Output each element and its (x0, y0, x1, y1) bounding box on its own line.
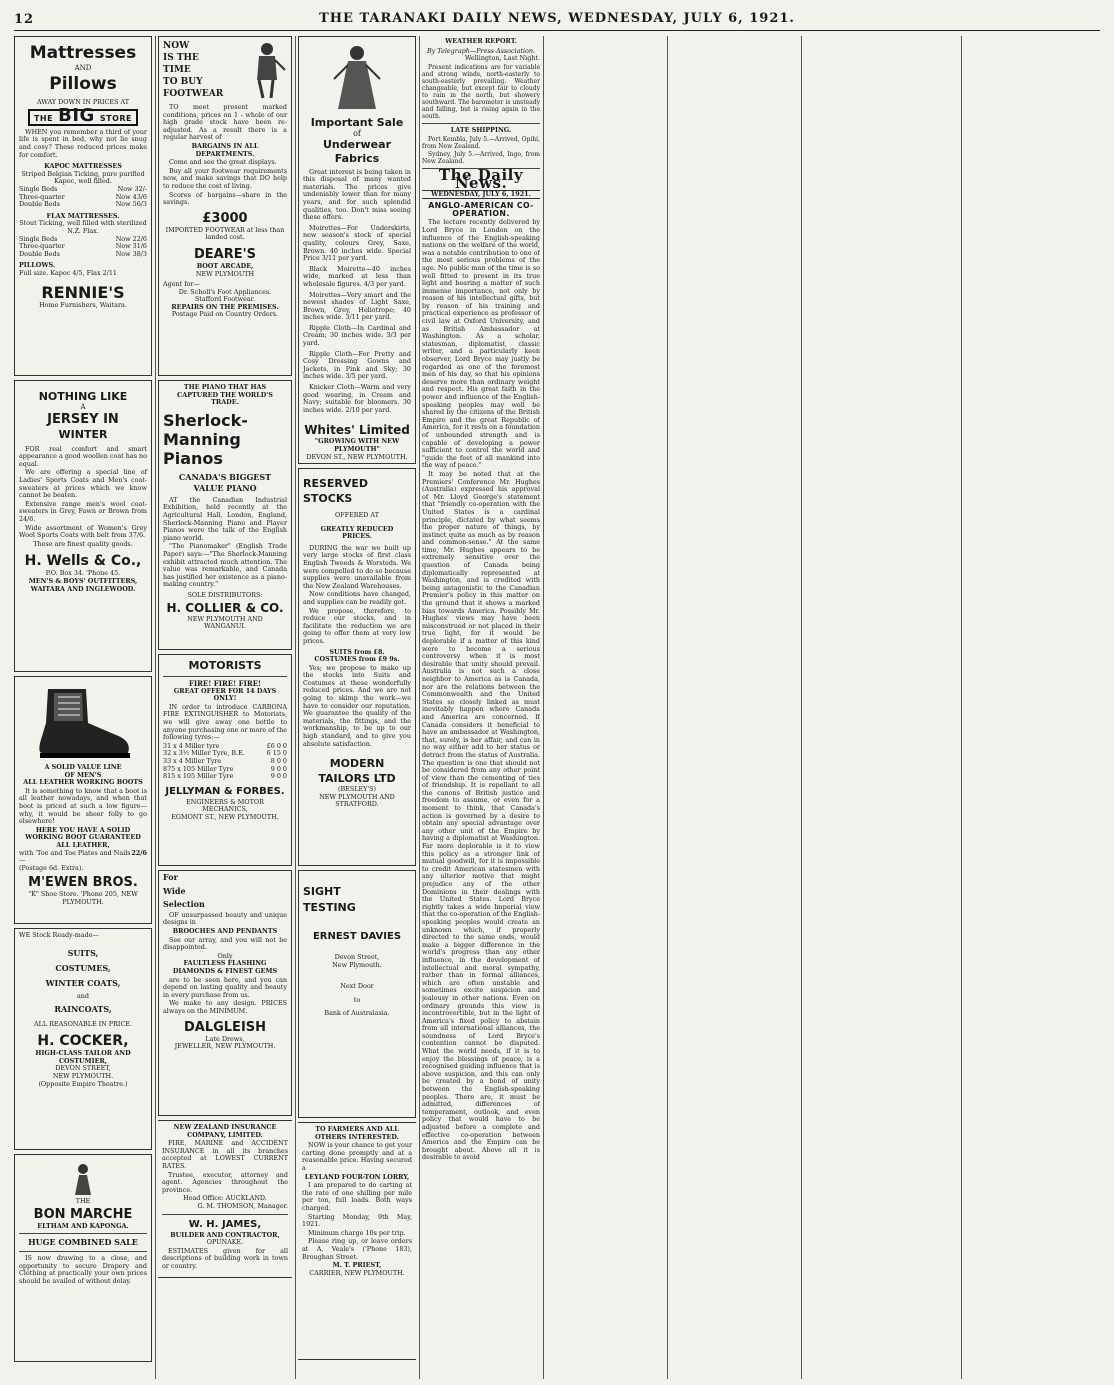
nameplate: The Daily News. (438, 166, 524, 192)
price-value: 9 0 0 (270, 772, 287, 781)
ad-body: Striped Belgian Ticking, pure purified Kapoc, well filled. (21, 169, 145, 186)
ad-heading: PILLOWS. (19, 261, 56, 270)
ad-title: Mattresses (29, 43, 137, 63)
price-row (19, 201, 147, 209)
firm-address: (Opposite Empire Theatre.) (38, 1079, 128, 1088)
masthead: THE TARANAKI DAILY NEWS, WEDNESDAY, JULY 6, 1921. (319, 11, 795, 26)
ad-heading: FLAX MATTRESSES. (46, 211, 120, 220)
price-item: Single Beds (19, 234, 58, 243)
price-item: Three-quarter (19, 192, 65, 201)
price-item: Double Beds (19, 200, 60, 209)
ad-item: SUITS, (67, 947, 99, 958)
signature: M. T. PRIEST, (332, 1261, 382, 1270)
ad-heading: A SOLID VALUE LINE (44, 763, 122, 771)
ad-body: "The Pianomaker" (English Trade Paper) says:—"The Sherlock-Manning exhibit attracted much attention. The value was remarkable, and Canada has justified her existence as a piano-making country." (163, 542, 287, 589)
firm-address: ELTHAM AND KAPONGA. (37, 1221, 129, 1230)
firm-address: DEVON STREET, (55, 1064, 111, 1073)
column-2 (158, 36, 292, 1379)
firm-name: MODERN (329, 757, 385, 771)
fabric-item: Ripple Cloth—In Cardinal and Cream; 30 inches wide. 3/3 per yard. (303, 323, 411, 348)
ad-body: Buy all your footwear requirements now, and make savings that DO help to reduce the cost of living. (163, 166, 287, 190)
firm-address: WAITARA AND INGLEWOOD. (30, 584, 136, 593)
ad-title: Wide (163, 885, 186, 896)
column-rule (801, 36, 802, 1379)
ad-body: are to be seen here, and you can depend on lasting quality and beauty in every purchase from us. (163, 975, 287, 999)
ad-body: Scores of bargains—share in the savings. (163, 190, 287, 207)
ad-body: ALL REASONABLE IN PRICE. (33, 1019, 133, 1028)
ad-body: Agent for— (163, 280, 200, 289)
ad-title: Pianos (163, 448, 223, 468)
article-paragraph: It may be noted that at the Premiers' Conference Mr. Hughes (Australia) expressed his approval of Mr. Lloyd George's statement that "friendly co-operation with the United States is a cardinal principle, dictated by what seems the proper nature of things, by instinct quite as much as by reason and common-sense." At the same time, Mr. Hughes appears to be extremely sensitive over the question of Canada being diplomatically represented at Washington, and is credited with being antagonistic to the Canadian Premier's policy in this matter on the ground that it shows a marked bias towards America. Possibly Mr. Hughes' views may have been misconstrued or not placed in their true light, for it would be deplorable if a matter of this kind were to become a serious controversy when it is most desirable that unity should prevail. Australia is not such a close neighbor to America as is Canada, nor are the relations between the Commonwealth and the United States so closely linked as must inevitably happen where Canada and America are concerned. If Canada considers it beneficial to have an ambassador at Washington, that, surely, is her affair, and can in no way either add to her status or detract from the status of Australia. The question is one that should not be considered from any other point of view than the cementing of ties of friendship. It is repellant to all the canons of British justice and freedom to assume, or even for a moment to think, that Canada's action is governed by a desire to obtain any special advantage over any other unit of the Empire by having a diplomatist at Washington. Far more deplorable is it to view this policy as a stronger link of mutual goodwill, for it is impossible to credit American statesmen with any ulterior motive that might prejudice any of the other Dominions in their dealings with the United States. Lord Bryce rightly takes a wide Imperial view that the co-operation of the English-speaking peoples would create an unknown which, if properly directed to the same ends, would make a bigger difference in the world's progress than any other influence, in the development of intellectual and moral sympathy, rather than in formal alliances, which are often unstable and sometimes excite suspicion and jealousy in other nations. Even on ordinary grounds this view is incontrovertible, but in the light of America's fixed policy to abstain from all international alliances, the soundness of Lord Bryce's contention cannot be disputed. What the world needs, if it is to enjoy the blessings of peace, is a recognised guiding influence that is above suspicion, and this can only be created by a bond of unity between the English-speaking peoples. There are, it must be admitted, differences of temperament, outlook, and even policy that would have to be adjusted before a complete and effective co-operation between America and the Empire can be brought about. Above all it is desirable to avoid (422, 469, 540, 1162)
bon-marche-advert (14, 1154, 152, 1362)
fabric-item: Knicker Cloth—Warm and very good wearing, in Cream and Navy; suitable for bloomers. 30 inches wide. 2/10 per yard. (303, 383, 411, 414)
firm-address: MEN'S & BOYS' OUTFITTERS, (28, 576, 138, 585)
column-rule (419, 36, 420, 1379)
column-rule (543, 36, 544, 1379)
dateline: WEDNESDAY, JULY 6, 1921. (422, 190, 540, 200)
ad-body: Great interest is being taken in this disposal of many wanted materials. The prices give undeniably lower than for many years, and for such splendid qualities, too. Don't miss seeing these offers. (303, 167, 411, 222)
firm-address: NEW PLYMOUTH AND (187, 614, 263, 623)
firm-address: WANGANUI. (204, 622, 246, 631)
ad-body: (Postage 6d. Extra). (19, 863, 84, 872)
firm-role: (BESLEY'S) (338, 785, 376, 794)
firm-name: DEARE'S (194, 246, 256, 262)
column-rule (961, 36, 962, 1379)
ad-body: G. M. THOMSON, Manager. (197, 1201, 288, 1210)
ad-item: and (76, 991, 90, 1000)
firm-address: Home Furnishers, Waitara. (39, 301, 127, 310)
byline: By Telegraph—Press Association. (426, 46, 536, 55)
ad-title: A (80, 403, 86, 411)
ad-text: AWAY DOWN IN PRICES AT (36, 97, 130, 106)
ad-body: IN order to introduce CARBONA FIRE EXTINGUISHER to Motorists, we will give away one bottle to anyone purchasing one or more of the following tyres:— (163, 702, 287, 742)
firm-role: HIGH-CLASS TAILOR AND COSTUMIER, (35, 1049, 131, 1065)
firm-name: BOOT ARCADE, (196, 261, 254, 270)
price-value: £6 0 0 (266, 741, 287, 750)
price-value: Now 43/6 (115, 192, 147, 201)
ad-body: Stout Ticking, well filled with sterilized N.Z. Flax. (19, 219, 147, 235)
ad-body: Bank of Australasia. (324, 1009, 390, 1018)
ad-title: Sherlock- (163, 410, 248, 430)
fabric-item: Moirettes—Very smart and the newest shades of Light Saxe, Brown, Grey, Heliotrope; 40 inches wide. 3/11 per yard. (303, 290, 411, 322)
price-value: Now 56/3 (115, 200, 147, 209)
boot-icon (19, 683, 147, 761)
fabric-item: Moirettes—For Underskirts, new season's stock of special quality, colours Grey, Saxe, Brown. 40 inches wide. Special Price 3/11 per yard. (303, 223, 411, 263)
ad-body: IS now drawing to a close, and opportunity to secure Drapery and Clothing at practically your own prices should be availed of without delay. (19, 1254, 147, 1285)
ad-body: Full size. Kapoc 4/5, Flax 2/11 (19, 268, 117, 277)
ad-heading: GREAT OFFER FOR 14 DAYS ONLY! (173, 686, 277, 703)
ad-heading: TO FARMERS AND ALL OTHERS INTERESTED. (315, 1125, 399, 1141)
ad-body: It is something to know that a boot is all leather nowadays, and when that boot is priced at such a low figure—why, it would be sheer folly to go elsewhere! (19, 786, 147, 826)
firm-address: EGMONT ST., NEW PLYMOUTH. (171, 812, 279, 821)
firm-name: BON MARCHE (33, 1206, 133, 1222)
ad-body: Come and see the great displays. (169, 158, 277, 167)
ad-title: RESERVED (303, 477, 369, 490)
firm-role: Late Drews, (205, 1034, 245, 1043)
ad-heading: GREATLY REDUCED (320, 524, 394, 533)
ad-heading: THE PIANO THAT HAS CAPTURED THE WORLD'S TRADE. (177, 383, 273, 407)
ad-title: STOCKS (303, 492, 353, 505)
firm-address: NEW PLYMOUTH AND (319, 792, 395, 801)
ad-body: These are finest quality goods. (33, 539, 133, 548)
ad-item: WINTER COATS, (45, 977, 121, 988)
ad-body: We are offering a special line of Ladies' Sports Coats and Men's coat-sweaters at prices which we know cannot be beaten. (19, 468, 147, 500)
ad-text: AND (74, 64, 92, 72)
ad-heading: FIRE! FIRE! FIRE! (188, 679, 262, 688)
ad-title: Pillows (49, 73, 117, 94)
firm-slogan: "GROWING WITH NEW PLYMOUTH" (314, 437, 400, 453)
firm-name: Whites' Limited (304, 423, 410, 438)
ad-heading: OF MEN'S (64, 770, 102, 779)
ad-body: Please ring up, or leave orders at A. Veale's ('Phone 183), Broughan Street. (302, 1237, 412, 1261)
jersey-advert (14, 380, 152, 672)
page-header (14, 8, 1100, 31)
ad-body: REPAIRS ON THE PREMISES. (171, 302, 279, 311)
firm-name: DALGLEISH (183, 1019, 267, 1035)
ad-body: Stafford Footwear. (194, 295, 256, 304)
ad-body: Wide assortment of Women's Grey Wool Sports Coats with belt from 37/6. (19, 523, 147, 540)
ad-body: Starting Monday, 9th May, 1921. (302, 1212, 412, 1229)
ad-heading: NEW ZEALAND INSURANCE COMPANY, LIMITED. (173, 1123, 277, 1139)
price-item: Single Beds (19, 184, 58, 193)
ad-title: Selection (163, 899, 205, 910)
price-row (163, 773, 287, 781)
price-item: 32 x 3½ Miller Tyre, B.E. (163, 749, 245, 758)
price-value: Now 31/6 (115, 242, 147, 251)
ad-heading: HERE YOU HAVE A SOLID WORKING BOOT GUARANTEED ALL LEATHER, (25, 825, 141, 849)
ad-body: OFFERED AT (335, 511, 379, 519)
ad-body: Dr. Scholl's Foot Appliances. (178, 287, 272, 296)
firm-name: TAILORS LTD (318, 772, 396, 786)
ad-title: For (163, 872, 178, 882)
ad-heading: BARGAINS IN ALL DEPARTMENTS. (191, 141, 259, 158)
ad-body: FIRE, MARINE and ACCIDENT INSURANCE in all its branches accepted at LOWEST CURRENT RATES. (162, 1139, 288, 1170)
price-value: 6 15 0 (266, 749, 287, 758)
article-paragraph: Present indications are for variable and strong winds, north-easterly to south-easterly prevailing. Weather changeable, but except fair to cloudy to rain in the north, but showery southward. The barometer is unsteady and falling, but is rising again in the south. (422, 63, 540, 120)
ad-title: TIME (163, 65, 191, 75)
logo-text: STORE (99, 114, 133, 124)
ad-title: NOW (163, 41, 190, 51)
ad-title: of (353, 129, 361, 138)
firm-address: NEW PLYMOUTH (195, 269, 255, 278)
firm-name: JELLYMAN & FORBES. (165, 785, 285, 797)
price-value: Now 32/- (117, 184, 147, 193)
price-value: Now 38/3 (115, 249, 147, 258)
ad-title: TESTING (303, 901, 356, 914)
ad-body: Head Office: AUCKLAND. (183, 1194, 267, 1203)
ad-body: WHEN you remember a third of your life is spent in bed, why not lie snug and cosy? These reduced prices make for comfort. (19, 127, 147, 159)
ad-body: SOLE DISTRIBUTORS: (187, 590, 263, 599)
ad-body: DURING the war we built up very large stocks of first class English Tweeds & Worsteds. We were compelled to do so because supplies were unavailable from the New Zealand Warehouses. (303, 543, 411, 590)
ad-heading: SUITS from £8. (329, 647, 385, 656)
price-value: Now 22/6 (115, 234, 147, 243)
price-value: 9 0 0 (270, 764, 287, 773)
ad-text: THE (75, 1197, 91, 1205)
ad-body: NOW is your chance to get your carting done promptly and at a reasonable price. Having secured a (302, 1141, 413, 1172)
sight-testing-advert (298, 870, 416, 1118)
firm-name: ERNEST DAVIES (312, 931, 402, 942)
article-title: ANGLO-AMERICAN CO-OPERATION. (428, 201, 534, 218)
ad-heading: FAULTLESS FLASHING DIAMONDS & FINEST GEMS (172, 959, 278, 975)
ad-heading: VALUE PIANO (193, 482, 257, 493)
section-heading: WEATHER REPORT. (445, 37, 517, 45)
ad-title: Underwear Fabrics (323, 137, 391, 165)
ad-body: with 'Toe and Toe Plates and Nails— (19, 848, 131, 865)
motorists-advert (158, 654, 292, 866)
article-paragraph: The lecture recently delivered by Lord Bryce in London on the influence of the English-speaking nations on the welfare of the world, was a notable contribution to one of the most serious problems of the age. No public man of the time is so well fitted to present in its true light and bearing a matter of such immense importance, not only by reason of his intellectual gifts, but by reason of his training and practical experience as professor of civil law at Oxford University, and as British Ambassador at Washington. As a scholar, statesman, diplomatist, classic writer, and a particularly keen observer, Lord Bryce may justly be regarded as one of the foremost men of his day, so that his opinions deserve more than ordinary weight and respect. His great faith in the power and influence of the English-speaking peoples may well be shared by the citizens of the British Empire and the great Republic of America, for it rests on a foundation of unbounded strength and is capable of developing a power sufficient to control the world and "guide the feet of all mankind into the way of peace." (422, 218, 540, 470)
column-rule (295, 36, 296, 1379)
ad-heading: CANADA'S BIGGEST (178, 471, 272, 482)
firm-address: "K" Shoe Store. 'Phone 205, NEW PLYMOUTH. (28, 890, 138, 906)
woman-figure-icon (303, 43, 411, 113)
ad-body: Minimum charge 10s per trip. (308, 1228, 406, 1237)
firm-role: ENGINEERS & MOTOR MECHANICS, (186, 797, 264, 814)
ad-title: IS THE (163, 53, 199, 63)
column-1 (14, 36, 152, 1379)
ad-body: AT the Canadian Industrial Exhibition, held recently at the Agricultural Hall, London, England, Sherlock-Manning Piano and Player Pianos were the talk of the English piano world. (163, 495, 287, 542)
ad-title: MOTORISTS (188, 659, 262, 672)
footwear-advert (158, 36, 292, 376)
article-paragraph: Port Kembla, July 5.—Arrived, Opihi, from New Zealand. (422, 136, 540, 151)
column-rule (667, 36, 668, 1379)
price-item: Three-quarter (19, 242, 65, 251)
figure-illustration-icon (19, 1161, 147, 1195)
ad-title: WINTER (58, 427, 108, 441)
ad-heading: COSTUMES from £9 9s. (314, 655, 400, 664)
firm-name: RENNIE'S (41, 283, 125, 303)
mattresses-advert (14, 36, 152, 376)
ad-body: to (353, 995, 361, 1004)
firm-address: New Plymouth. (332, 960, 382, 969)
ad-title: FOOTWEAR (163, 89, 224, 99)
ad-title: Manning (163, 429, 241, 449)
ad-body: Now conditions have changed, and supplies can be readily got. (303, 590, 411, 606)
ad-title: Important Sale (310, 116, 404, 129)
ad-title: NOTHING LIKE (38, 390, 128, 403)
firm-name: H. Wells & Co., (24, 553, 142, 570)
price-item: Double Beds (19, 249, 60, 258)
price-row (19, 251, 147, 259)
ad-heading: LEYLAND FOUR-TON LORRY, (304, 1172, 410, 1181)
firm-address: DEVON ST., NEW PLYMOUTH. (306, 452, 408, 461)
ad-body: IMPORTED FOOTWEAR at less than landed cost. (165, 225, 285, 242)
ad-body: FOR real comfort and smart appearance a good woollen coat has no equal. (19, 444, 147, 468)
ad-body: Trustee, executor, attorney and agent. Agencies throughout the province. (162, 1170, 288, 1194)
ad-heading: BROOCHES AND PENDANTS (172, 926, 278, 935)
price-item: 875 x 105 Miller Tyre (163, 764, 234, 773)
page-number: 12 (14, 12, 35, 27)
cocker-advert (14, 928, 152, 1150)
firm-address: OPUNAKE. (206, 1238, 244, 1247)
dateline: Wellington, Last Night. (464, 54, 540, 63)
boots-advert (14, 676, 152, 924)
firm-address: P.O. Box 34. 'Phone 45. (45, 569, 121, 578)
firm-address: JEWELLER, NEW PLYMOUTH. (174, 1042, 276, 1051)
ad-title: JERSEY IN (47, 411, 119, 427)
price-row (19, 850, 147, 865)
signature: CARRIER, NEW PLYMOUTH. (309, 1268, 405, 1277)
firm-name: M'EWEN BROS. (28, 875, 138, 891)
ad-heading: ALL LEATHER WORKING BOOTS (23, 778, 143, 787)
logo-text: BIG (58, 105, 95, 127)
lorry-advert (298, 1122, 416, 1360)
ad-body: ESTIMATES given for all descriptions of building work in town or country. (162, 1246, 288, 1270)
price-item: 815 x 105 Miller Tyre (163, 772, 234, 781)
article-paragraph: Sydney, July 5.—Arrived, Ingo, from New Zealand. (422, 151, 540, 166)
ad-item: COSTUMES, (55, 962, 111, 973)
boy-with-shoe-icon (245, 40, 287, 100)
price-item: 33 x 4 Miller Tyre (163, 756, 222, 765)
fabric-item: Black Moirette—40 inches wide, marked at less than wholesale figures. 4/3 per yard. (303, 264, 411, 288)
price-value: 22/6 (131, 848, 147, 857)
column-rule (155, 36, 156, 1379)
reserved-stocks-advert (298, 468, 416, 866)
insurance-advert (158, 1120, 292, 1278)
ad-heading: PRICES. (342, 532, 372, 541)
ad-body: See our array, and you will not be disappointed. (163, 935, 287, 952)
ad-heading: HUGE COMBINED SALE (28, 1237, 138, 1248)
ad-title: SIGHT (303, 885, 341, 898)
ad-body: Next Door (340, 982, 374, 991)
column-3 (298, 36, 416, 1379)
firm-name: W. H. JAMES, (188, 1218, 262, 1230)
section-heading: LATE SHIPPING. (450, 125, 512, 134)
price-item: 31 x 4 Miller tyre (163, 741, 220, 750)
ad-body: WE Stock Ready-made— (19, 931, 99, 939)
ad-heading: KAPOC MATTRESSES (44, 162, 122, 171)
firm-name: H. COLLIER & CO. (166, 600, 284, 615)
dalgleish-advert (158, 870, 292, 1116)
ad-body: We propose, therefore, to reduce our stocks, and in facilitate the reduction we are going to offer them at very low prices. (303, 606, 411, 645)
ad-body: We make to any design. PRICES always on the MINIMUM. (163, 999, 287, 1015)
price-value: 8 0 0 (270, 756, 287, 765)
ad-body: TO meet present marked conditions, prices on 1 - whole of our high grade stock have been re-adjusted. As a result there is a regular harvest of (163, 103, 287, 142)
ad-body: Postage Paid on Country Orders. (171, 310, 279, 319)
firm-address: Devon Street, (334, 953, 380, 961)
ad-body: OF unsurpassed beauty and unique designs in (163, 910, 287, 927)
ad-body: Extensive range men's wool coat-sweaters in Grey, Fawn or Brown from 24/6. (19, 499, 147, 523)
big-store-logo (19, 105, 147, 127)
firm-name: H. COCKER, (37, 1033, 129, 1050)
piano-advert (158, 380, 292, 650)
ad-body: I am prepared to do carting at the rate of one shilling per mile per ton, full loads. Both ways charged. (302, 1181, 412, 1212)
ad-body: Only (217, 951, 233, 960)
ad-title: TO BUY (163, 77, 203, 87)
firm-address: STRATFORD. (335, 800, 379, 809)
firm-role: BUILDER AND CONTRACTOR, (170, 1230, 280, 1239)
logo-text: THE (33, 114, 54, 124)
column-4 (422, 36, 540, 1379)
underwear-advert (298, 36, 416, 464)
ad-amount: £3000 (202, 210, 248, 226)
ad-body: Yes; we propose to make up the stocks into Suits and Costumes at these wonderfully reduced prices. And we are not going to skimp the work—we have to consider our reputation. We guarantee the quality of the materials, the fittings, and the workmanship, to be up to our high standard, and to give you absolute satisfaction. (303, 663, 411, 748)
firm-address: NEW PLYMOUTH. (52, 1071, 114, 1080)
ad-item: RAINCOATS, (54, 1003, 112, 1014)
fabric-item: Ripple Cloth—For Pretty and Cosy Dressing Gowns and Jackets, in Pink and Sky; 30 inches wide. 3/5 per yard. (303, 349, 411, 381)
